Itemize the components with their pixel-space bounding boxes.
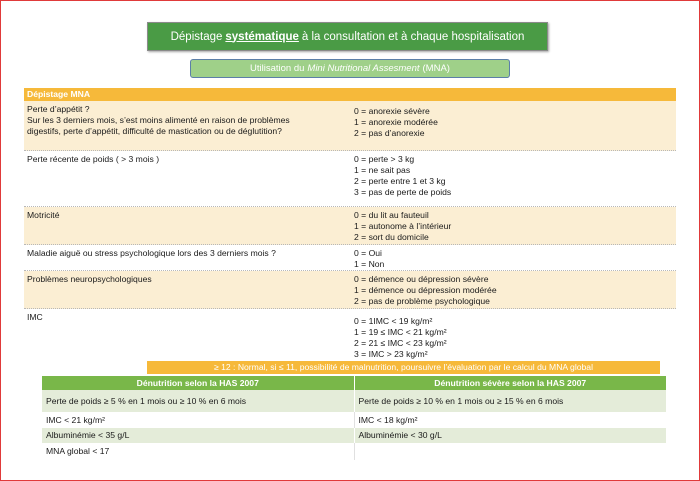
mna-title-after: (MNA) [422, 63, 450, 74]
mna-answers [354, 271, 676, 308]
mna-answer: 0 = 1IMC < 19 kg/m² [354, 316, 433, 326]
mna-answer: 0 = démence ou dépression sévère [354, 274, 489, 284]
mna-title-before: Utilisation du [250, 63, 305, 74]
mna-answer: 3 = pas de perte de poids [354, 187, 452, 197]
mna-answer: 3 = IMC > 23 kg/m² [354, 349, 428, 359]
mna-answer: 0 = perte > 3 kg [354, 154, 415, 164]
mna-question [24, 271, 354, 308]
mna-row-bmi [24, 309, 676, 361]
mna-answer: 2 = pas d’anorexie [354, 128, 425, 138]
mna-question-line: Maladie aiguë ou stress psychologique lors des 3 derniers mois ? [27, 248, 276, 258]
banner-text-emphasis: systématique [225, 30, 299, 43]
has-table-header [42, 376, 666, 390]
mna-title-emphasis: Mini Nutritional Assesment [307, 63, 420, 74]
has-cell: MNA global < 17 [42, 443, 355, 460]
mna-question-line: digestifs, perte d’appétit, difficulté de mastication ou de déglutition? [27, 126, 282, 136]
mna-question-line: Perte d’appétit ? [27, 104, 90, 114]
mna-threshold-banner: ≥ 12 : Normal, si ≤ 11, possibilité de malnutrition, poursuivre l’évaluation par le calcul du MNA global [147, 361, 660, 374]
mna-question [24, 309, 354, 361]
has-cell: IMC < 18 kg/m² [358, 415, 418, 425]
has-cell: Perte de poids ≥ 5 % en 1 mois ou ≥ 10 % en 6 mois [42, 390, 355, 412]
has-row-bmi [42, 412, 666, 428]
has-cell: IMC < 21 kg/m² [42, 412, 355, 428]
mna-row-weight-loss [24, 151, 676, 207]
mna-question-line: IMC [27, 312, 43, 322]
banner-text-before: Dépistage [170, 30, 223, 43]
mna-answers [354, 309, 676, 361]
mna-answer: 0 = anorexie sévère [354, 106, 430, 116]
mna-answer: 0 = du lit au fauteuil [354, 210, 429, 220]
mna-screening-table [24, 88, 676, 361]
mna-title-pill [190, 59, 510, 78]
mna-answer: 0 = Oui [354, 248, 382, 258]
screening-banner [147, 22, 548, 51]
mna-answers [354, 151, 676, 206]
mna-question-line: Problèmes neuropsychologiques [27, 274, 152, 284]
has-cell: Albuminémie < 35 g/L [42, 428, 355, 443]
mna-question-line: Perte récente de poids ( > 3 mois ) [27, 154, 160, 164]
has-cell: Perte de poids ≥ 10 % en 1 mois ou ≥ 15 % en 6 mois [358, 396, 564, 406]
has-row-weight-loss [42, 390, 666, 412]
mna-row-neuropsych [24, 271, 676, 309]
has-cell [355, 443, 667, 460]
mna-question-line: Motricité [27, 210, 60, 220]
mna-answer: 1 = autonome à l’intérieur [354, 221, 452, 231]
banner-text-after: à la consultation et à chaque hospitalisation [301, 30, 525, 43]
has-2007-table [42, 376, 666, 460]
mna-question [24, 207, 354, 244]
mna-answer: 2 = 21 ≤ IMC < 23 kg/m² [354, 338, 447, 348]
has-col-header-severe: Dénutrition sévère selon la HAS 2007 [434, 378, 587, 388]
mna-answer: 2 = perte entre 1 et 3 kg [354, 176, 446, 186]
mna-row-acute-illness [24, 245, 676, 271]
has-col-header-undernutrition: Dénutrition selon la HAS 2007 [42, 376, 355, 390]
mna-question-line: Sur les 3 derniers mois, s’est moins alimenté en raison de problèmes [27, 115, 290, 125]
mna-answer: 1 = anorexie modérée [354, 117, 438, 127]
mna-answer: 2 = pas de problème psychologique [354, 296, 490, 306]
mna-answer: 2 = sort du domicile [354, 232, 429, 242]
mna-question [24, 245, 354, 270]
has-row-mna-global [42, 443, 666, 460]
mna-answers [354, 101, 676, 150]
mna-answer: 1 = Non [354, 259, 385, 269]
has-row-albumin [42, 428, 666, 443]
mna-question [24, 101, 354, 150]
mna-answer: 1 = ne sait pas [354, 165, 411, 175]
mna-answers [354, 245, 676, 270]
mna-question [24, 151, 354, 206]
mna-answer: 1 = démence ou dépression modérée [354, 285, 497, 295]
mna-table-header: Dépistage MNA [24, 88, 676, 101]
mna-row-appetite [24, 101, 676, 151]
mna-row-motricity [24, 207, 676, 245]
has-cell: Albuminémie < 30 g/L [358, 430, 442, 440]
mna-answers [354, 207, 676, 244]
mna-answer: 1 = 19 ≤ IMC < 21 kg/m² [354, 327, 447, 337]
